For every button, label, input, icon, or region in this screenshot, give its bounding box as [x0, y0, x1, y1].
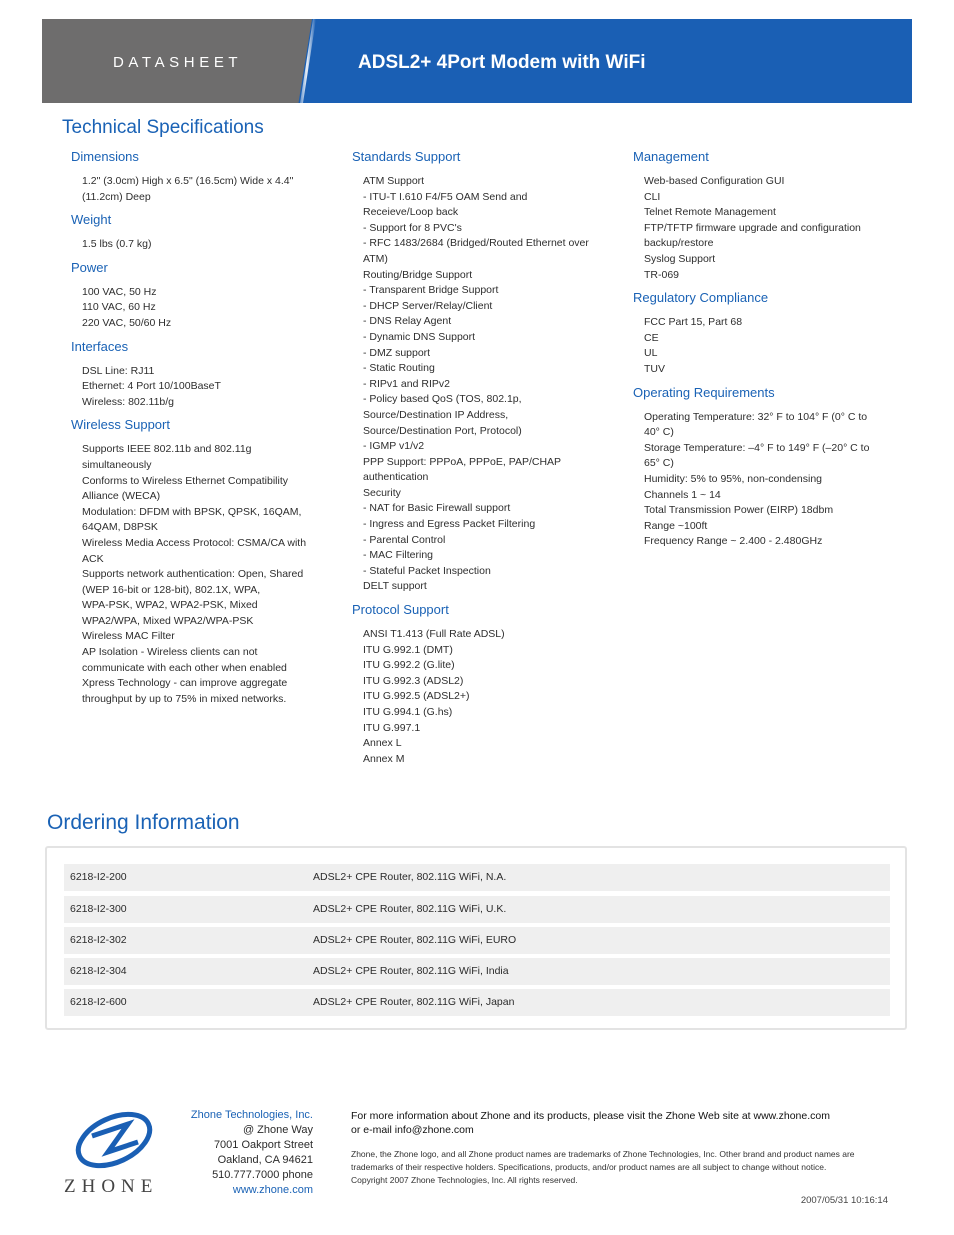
- spec-section-heading: Dimensions: [71, 149, 139, 164]
- spec-line: Storage Temperature: –4° F to 149° F (–20° C to: [644, 441, 870, 454]
- spec-line: Conforms to Wireless Ethernet Compatibility: [82, 474, 288, 487]
- spec-line: - Support for 8 PVC's: [363, 221, 462, 234]
- tech-specs-title: Technical Specifications: [62, 117, 264, 138]
- spec-line: - RFC 1483/2684 (Bridged/Routed Ethernet over: [363, 237, 589, 250]
- table-row: [64, 958, 890, 985]
- datasheet-label: DATASHEET: [113, 54, 243, 71]
- spec-line: ACK: [82, 552, 104, 565]
- spec-line: 1.2" (3.0cm) High x 6.5" (16.5cm) Wide x 4.4": [82, 175, 294, 187]
- spec-line: Wireless MAC Filter: [82, 630, 175, 643]
- spec-line: ATM): [363, 252, 388, 265]
- specs-column-2: [352, 148, 612, 773]
- spec-section-heading: Wireless Support: [71, 417, 170, 433]
- spec-section-heading: Weight: [71, 212, 112, 228]
- spec-line: TUV: [644, 362, 665, 375]
- spec-line: - DMZ support: [363, 346, 431, 359]
- spec-line: communicate with each other when enabled: [82, 661, 287, 674]
- spec-line: Total Transmission Power (EIRP) 18dbm: [644, 504, 834, 517]
- part-number: 6218-I2-304: [70, 965, 127, 977]
- spec-line: Supports IEEE 802.11b and 802.11g: [82, 443, 252, 456]
- info-line: For more information about Zhone and its products, please visit the Zhone Web site at www.zhone.com: [351, 1110, 830, 1122]
- spec-line: AP Isolation - Wireless clients can not: [82, 646, 258, 659]
- company-name: Zhone Technologies, Inc.: [190, 1109, 313, 1121]
- spec-line: Routing/Bridge Support: [363, 268, 473, 281]
- spec-section-body: [82, 364, 321, 411]
- spec-line: Range ~100ft: [644, 519, 708, 532]
- spec-section-body: [82, 442, 321, 707]
- spec-line: - Static Routing: [363, 362, 435, 375]
- spec-line: ITU G.992.3 (ADSL2): [363, 674, 464, 687]
- legal-line: trademarks of their respective holders. Specifications, products, and/or product names are all subject to change without notice.: [351, 1162, 827, 1172]
- spec-line: CE: [644, 331, 659, 344]
- spec-line: - ITU-T I.610 F4/F5 OAM Send and: [363, 190, 528, 203]
- spec-line: Frequency Range ~ 2.400 - 2.480GHz: [644, 535, 823, 548]
- spec-line: Source/Destination IP Address,: [363, 408, 509, 421]
- spec-line: CLI: [644, 190, 661, 203]
- spec-line: Operating Temperature: 32° F to 104° F (0° C to: [644, 410, 868, 423]
- spec-line: - Stateful Packet Inspection: [363, 564, 491, 577]
- spec-section-heading: Regulatory Compliance: [633, 290, 769, 306]
- part-description: ADSL2+ CPE Router, 802.11G WiFi, N.A.: [313, 871, 507, 883]
- company-address-block: [160, 1108, 313, 1198]
- spec-line: ITU G.992.5 (ADSL2+): [363, 690, 470, 703]
- spec-line: Xpress Technology - can improve aggregate: [82, 677, 288, 690]
- spec-section-body: [363, 627, 612, 767]
- spec-line: FTP/TFTP firmware upgrade and configuration: [644, 221, 861, 234]
- ordering-title: Ordering Information: [47, 811, 240, 834]
- address-line: @ Zhone Way: [242, 1124, 313, 1136]
- spec-line: Receieve/Loop back: [363, 206, 459, 219]
- part-description: ADSL2+ CPE Router, 802.11G WiFi, India: [313, 965, 509, 977]
- legal-text: [351, 1148, 896, 1187]
- spec-section-body: [644, 174, 883, 283]
- table-row: [64, 864, 890, 891]
- spec-section-heading: Management: [633, 149, 709, 164]
- spec-line: Humidity: 5% to 95%, non-condensing: [644, 472, 823, 485]
- spec-line: Alliance (WECA): [82, 490, 161, 503]
- legal-line: Zhone, the Zhone logo, and all Zhone product names are trademarks of Zhone Technologies, Inc. Other brand and product names are: [351, 1149, 855, 1159]
- spec-line: Security: [363, 486, 401, 499]
- legal-line: Copyright 2007 Zhone Technologies, Inc. All rights reserved.: [351, 1175, 578, 1185]
- spec-section-heading: Power: [71, 259, 108, 275]
- spec-line: simultaneously: [82, 458, 152, 471]
- spec-line: throughput by up to 75% in mixed networks.: [82, 692, 287, 705]
- phone-line: 510.777.7000 phone: [212, 1169, 313, 1181]
- spec-line: (11.2cm) Deep: [82, 190, 151, 203]
- spec-line: 1.5 lbs (0.7 kg): [82, 238, 152, 251]
- spec-line: Channels 1 ~ 14: [644, 488, 721, 501]
- spec-line: ITU G.992.1 (DMT): [363, 643, 453, 656]
- spec-line: - Policy based QoS (TOS, 802.1p,: [363, 393, 522, 406]
- zhone-wordmark: ZHONE: [64, 1176, 159, 1197]
- spec-line: - RIPv1 and RIPv2: [363, 377, 450, 390]
- spec-line: authentication: [363, 471, 429, 484]
- spec-line: DSL Line: RJ11: [82, 364, 155, 377]
- spec-line: - DHCP Server/Relay/Client: [363, 299, 493, 312]
- spec-section-heading: Standards Support: [352, 149, 461, 164]
- spec-line: - NAT for Basic Firewall support: [363, 502, 511, 515]
- website-link[interactable]: www.zhone.com: [232, 1184, 313, 1196]
- spec-line: TR-069: [644, 268, 680, 281]
- spec-line: - IGMP v1/v2: [363, 440, 425, 453]
- spec-section-heading: Protocol Support: [352, 602, 449, 618]
- part-number: 6218-I2-600: [70, 996, 127, 1008]
- spec-line: 64QAM, D8PSK: [82, 521, 158, 534]
- spec-line: ITU G.997.1: [363, 721, 421, 734]
- spec-line: Annex M: [363, 752, 405, 765]
- spec-line: - Parental Control: [363, 533, 446, 546]
- spec-line: 220 VAC, 50/60 Hz: [82, 316, 172, 329]
- spec-line: Annex L: [363, 737, 402, 750]
- spec-line: - Ingress and Egress Packet Filtering: [363, 518, 536, 531]
- spec-line: Modulation: DFDM with BPSK, QPSK, 16QAM,: [82, 505, 302, 518]
- spec-section-body: [644, 315, 883, 377]
- part-description: ADSL2+ CPE Router, 802.11G WiFi, EURO: [313, 934, 517, 946]
- spec-line: - MAC Filtering: [363, 549, 434, 562]
- more-info-text: [351, 1109, 830, 1137]
- spec-line: Wireless: 802.11b/g: [82, 395, 175, 408]
- spec-line: WPA2/WPA, Mixed WPA2/WPA-PSK: [82, 614, 254, 627]
- spec-line: Wireless Media Access Protocol: CSMA/CA with: [82, 536, 307, 549]
- spec-section-body: [82, 285, 321, 332]
- table-row: [64, 989, 890, 1016]
- part-number: 6218-I2-302: [70, 934, 127, 946]
- spec-line: - DNS Relay Agent: [363, 315, 452, 328]
- timestamp: 2007/05/31 10:16:14: [800, 1195, 888, 1206]
- spec-section-body: [363, 174, 612, 595]
- spec-line: Syslog Support: [644, 252, 716, 265]
- spec-line: Web-based Configuration GUI: [644, 175, 785, 187]
- part-number: 6218-I2-300: [70, 903, 127, 915]
- spec-section-heading: Interfaces: [71, 338, 129, 354]
- specs-column-1: [71, 148, 321, 713]
- info-line: or e-mail info@zhone.com: [351, 1124, 474, 1136]
- spec-section-body: [644, 410, 883, 550]
- part-description: ADSL2+ CPE Router, 802.11G WiFi, Japan: [313, 996, 515, 1008]
- spec-section-body: [82, 237, 321, 253]
- spec-section-body: [82, 174, 321, 205]
- spec-line: ITU G.994.1 (G.hs): [363, 706, 453, 718]
- specs-column-3: [633, 148, 883, 556]
- spec-line: (WEP 16-bit or 128-bit), 802.1X, WPA,: [82, 583, 261, 596]
- spec-line: backup/restore: [644, 237, 714, 250]
- address-line: 7001 Oakport Street: [213, 1139, 313, 1151]
- spec-line: 65° C): [644, 457, 674, 470]
- spec-line: Source/Destination Port, Protocol): [363, 424, 522, 437]
- spec-line: DELT support: [363, 580, 427, 593]
- spec-line: 110 VAC, 60 Hz: [82, 301, 156, 314]
- spec-line: PPP Support: PPPoA, PPPoE, PAP/CHAP: [363, 455, 562, 468]
- spec-line: Supports network authentication: Open, Shared: [82, 568, 304, 581]
- product-title: ADSL2+ 4Port Modem with WiFi: [358, 52, 646, 73]
- table-row: [64, 896, 890, 923]
- spec-line: ATM Support: [363, 175, 425, 187]
- table-row: [64, 927, 890, 954]
- spec-line: UL: [644, 347, 658, 360]
- spec-line: - Dynamic DNS Support: [363, 330, 476, 343]
- spec-line: - Transparent Bridge Support: [363, 284, 499, 297]
- spec-line: 100 VAC, 50 Hz: [82, 285, 157, 298]
- spec-line: Telnet Remote Management: [644, 206, 776, 219]
- spec-line: ITU G.992.2 (G.lite): [363, 659, 455, 672]
- spec-section-heading: Operating Requirements: [633, 384, 775, 400]
- spec-line: Ethernet: 4 Port 10/100BaseT: [82, 380, 221, 393]
- part-description: ADSL2+ CPE Router, 802.11G WiFi, U.K.: [313, 903, 507, 915]
- spec-line: 40° C): [644, 426, 674, 439]
- spec-line: WPA-PSK, WPA2, WPA2-PSK, Mixed: [82, 599, 258, 612]
- address-line: Oakland, CA 94621: [217, 1154, 313, 1166]
- spec-line: ANSI T1.413 (Full Rate ADSL): [363, 628, 505, 641]
- part-number: 6218-I2-200: [70, 871, 127, 883]
- spec-line: FCC Part 15, Part 68: [644, 316, 743, 329]
